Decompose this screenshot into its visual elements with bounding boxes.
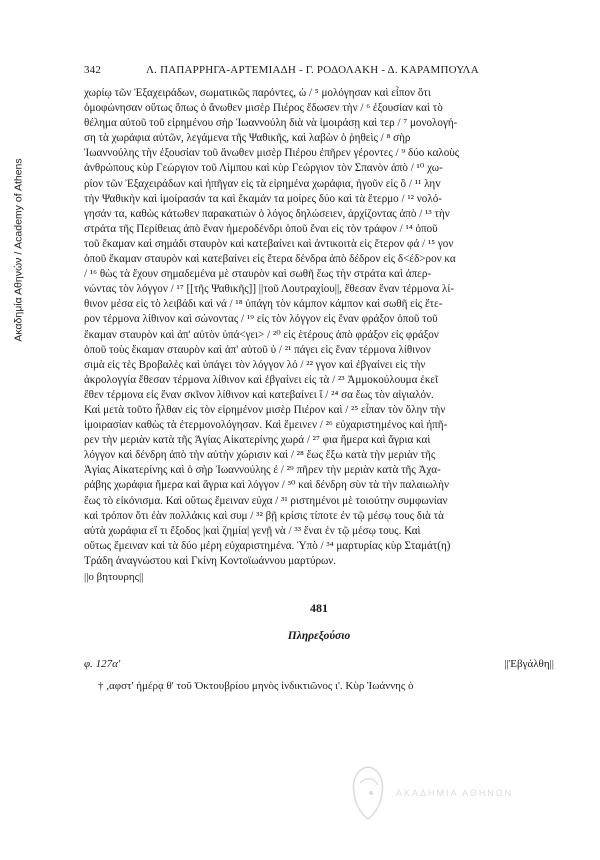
body-line: θέλημα αὐτοῦ τοῦ εἰρημένου σὴρ Ἰωαννούλη διὰ νὰ ἰμοιράσῃ καὶ τερ / ⁷ μονολογή- [84,117,458,130]
running-head [84,64,554,76]
watermark-text: ΑΚΑΔΗΜΙΑ ΑΘΗΝΩΝ [396,788,514,798]
body-line: ἰμοιρασίαν καθὼς τὰ ἐτερμονολόγησαν. Καὶ ἔμεινεν / ²⁶ εὐχαριστημένος καὶ ἠπῆ- [84,419,448,432]
body-line: Ἰωαννούλης τὴν ἐξουσίαν τοῦ ἄνωθεν μισὲρ Πιέρου ἐπῆρεν γέροντες / ⁹ δύο καλοὺς [84,147,460,160]
document-body [84,86,554,569]
body-line: ἀκρολογγία ἔθεσαν τέρμονα λίθινον καὶ ἐβγαίνει εἰς τὰ / ²³ Ἀμμοκούλουμα ἐκεῖ [84,373,439,386]
body-line: ρον τέρμονα λίθινον καὶ σώνοντας / ¹⁹ εἰς τὸν λόγγον εἰς ἕναν φράξον ὁποῦ τοῦ [84,313,438,326]
body-line: λόγγον καὶ δένδρη ἀπὸ τὴν αὐτὴν χώρισιν καὶ / ²⁸ ἕως ἔξω κατὰ τὴν μεριὰν τῆς [84,449,436,462]
body-line: νώντας τὸν λόγγον / ¹⁷ [[τῆς Ψαθικῆς]] ||τοῦ Λουτραχίου||, ἔθεσαν ἕναν τέρμονα λί- [84,283,455,296]
body-line: χωρίῳ τῶν Ἐξαχειράδων, σωματικῶς παρόντες, ὠ / ⁵ μολόγησαν καὶ εἶπον ὅτι [84,87,431,99]
scribe-note: ||Ἐβγάλθη|| [504,658,554,670]
body-line: οὕτως ἔμειναν καὶ τὰ δύο μέρη εὐχαριστημένα. Ὑπὸ / ³⁴ μαρτυρίας κὺρ Σταμάτ(η) [84,539,451,552]
athena-head-icon [346,763,390,823]
folio-row [84,658,554,670]
body-line: ὁποῦ ἔκαμαν σταυρὸν καὶ κατεβαίνει εἰς ἕτερα δένδρα ἀπὸ δέδρον εἰς δ<έδ>ρον κα [84,253,456,266]
body-line: ράβης χωράφια ἥμερα καὶ ἄγρια καὶ λόγγον / ³⁰ καὶ δένδρη σὺν τὰ τὴν παλαιωλὴν [84,479,449,492]
body-line: ἔκαμαν σταυρὸν καὶ ἀπ' αὐτὸν ὑπά<γει> / ²⁰ εἰς ἑτέρους ἀπὸ φράξον εἰς φράξον [84,328,439,341]
body-line: τὴν Ψαθικὴν καὶ ἰμοίρασάν τα καὶ ἔκαμάν τα μοίρες δύο καὶ τὰ ἔτερμο / ¹² νολό- [84,192,442,205]
folio-reference: φ. 127α' [84,658,121,670]
archive-side-label [10,60,28,440]
body-line: αὐτὰ χωράφια εἴ τι ἔξοδος |καὶ ζημία| γενῇ νὰ / ³³ ἔναι ἐν τῷ μέσῳ τους. Καὶ [84,524,421,537]
body-line: στράτα τῆς Περίθειας ἀπὸ ἕναν ἡμεροδένδρι ὁποῦ ἔναι εἰς τὸν τράφον / ¹⁴ ὁποῦ [84,222,438,235]
page-content [84,64,554,692]
running-head-authors: Λ. ΠΑΠΑΡΡΗΓΑ-ΑΡΤΕΜΙΑΔΗ - Γ. ΡΟΔΟΛΑΚΗ - Δ. ΚΑΡΑΜΠΟΥΛΑ [146,64,479,76]
body-line: Καὶ μετὰ τοῦτο ἦλθαν εἰς τὸν εἰρημένον μισὲρ Πιέρον καὶ / ²⁵ εἶπαν τὸν ὅλην τὴν [84,403,446,416]
body-line: τοῦ ἔκαμαν καὶ σημάδι σταυρὸν καὶ κατεβαίνει καὶ ἀντικοιτὰ εἰς ἕτερον φά / ¹⁵ γον [84,237,454,250]
document-title: Πληρεξούσιο [287,630,351,642]
academy-watermark [346,758,546,828]
body-line: ὁμοφώνησαν οὕτως ὅπως ὁ ἄνωθεν μισὲρ Πιέρος ἔδωσεν τὴν / ⁶ ἐξουσίαν καὶ τὸ [84,102,443,115]
document-number: 481 [310,601,328,615]
body-line: καὶ τρόπον ὅτι ἐὰν πολλάκις καὶ συμ / ³² βῇ κρίσις τίποτε ἐν τῷ μέσῳ τους διὰ τὰ [84,509,444,522]
body-line: θινον μέσα εἰς τὸ λειβάδι καὶ νά / ¹⁸ ὑπάγη τὸν κάμπον κάμπον καὶ σωθῆ εἰς ἕτε- [84,298,443,311]
page-number: 342 [84,64,102,76]
side-label-text: Ακαδημία Αθηνών / Academy of Athens [13,158,25,342]
body-line: ρεν τὴν μεριὰν κατὰ τῆς Ἁγίας Αἰκατερίνης χωρά / ²⁷ φια ἥμερα καὶ ἄγρια καὶ [84,434,431,447]
body-line: γησάν τα, καθὼς κάτωθεν παρακατιὼν ὁ λόγος δηλώσειεν, ἀρχίζοντας ἀπὸ / ¹³ τὴν [84,207,450,220]
document-first-line: † ,αφστ' ἡμέρᾳ θ' τοῦ Ὀκτουβρίου μηνὸς ἰνδικτιῶνος ι'. Κὺρ Ἰωάννης ὁ [98,680,414,692]
body-line: ρίον τῶν Ἐξαχειράδων καὶ ἠπῆγαν εἰς τὰ εἰρημένα χωράφια, ἠγοῦν εἰς ὃ / ¹¹ ληv [84,177,441,190]
body-line: ἔθεν τέρμονα εἰς ἕναν σκῖνον λίθινον καὶ κατεβαίνει ἴ / ²⁴ σα ἕως τὸν αἰγιαλόν. [84,388,434,401]
body-line: σιμὰ εἰς τὲς Βροβαλὲς καὶ ὑπάγει τὸν λόγγον λό / ²² γγον καὶ ἐβγαίνει εἰς τὴν [84,358,426,371]
body-line: ση τὰ χωράφια αὐτῶν, λεγάμενα τῆς Ψαθικῆς, καὶ λαβὼν ὁ ῥηθεὶς / ⁸ σὴρ [84,132,411,145]
body-line: Τράδη ἀναγνώστου καὶ Γκίνη Κοντοϊωάννου μαρτύρων. [84,554,337,567]
closing-signature: ||ο βητουρης|| [84,571,144,583]
body-line: / ¹⁶ θὼς τὰ ἔχουν σημαδεμένα μὲ σταυρὸν καὶ σωθῆ ἕως τὴν στράτα καὶ ἀπερ- [84,268,432,281]
body-line: ἕως τὸ εἰκόνισμα. Καὶ οὕτως ἔμειναν εὐχα / ³¹ ριστημένοι μὲ τοιούτην συμφωνίαν [84,494,448,507]
body-line: ἀνθρώπους κὺρ Γεώργιον τοῦ Λίμπου καὶ κὺρ Γεώργιον τὸν Σπανὸν ἀπὸ / ¹⁰ χω- [84,162,443,175]
body-line: ὁποῦ τοὺς ἔκαμαν σταυρὸν καὶ ἀπ' αὐτοῦ ὑ / ²¹ πάγει εἰς ἕναν τέρμονα λίθινον [84,343,431,356]
body-line: Ἁγίας Αἰκατερίνης καὶ ὁ σὴρ Ἰωαννούλης ἐ / ²⁹ πῆρεν τὴν μεριὰν κατὰ τῆς Ἀχα- [84,464,441,477]
